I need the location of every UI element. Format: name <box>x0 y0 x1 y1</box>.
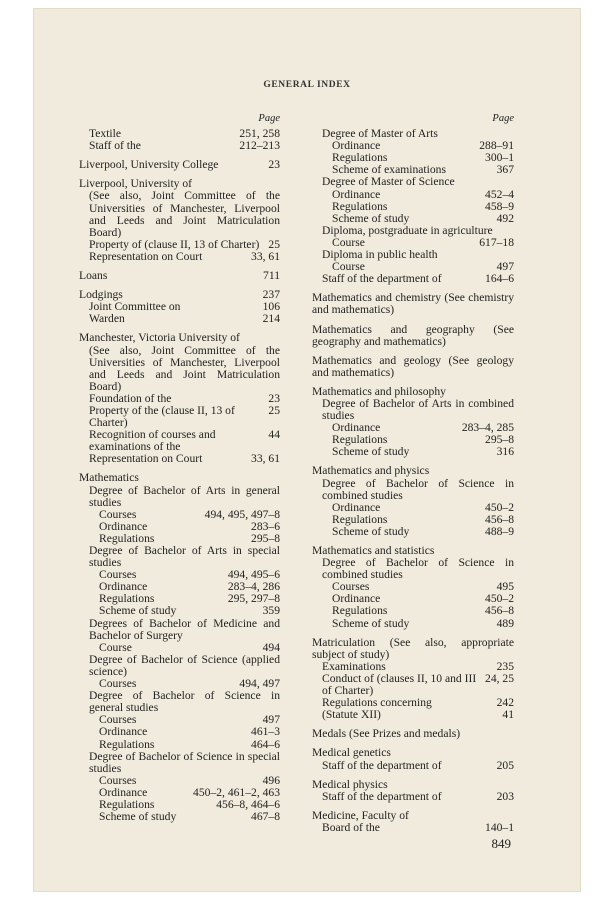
index-subheading: Degree of Master of Science <box>322 175 455 189</box>
index-entry: Ordinance 283–6 <box>99 519 280 533</box>
index-subheading: Degree of Bachelor of Arts in general studies <box>89 483 280 509</box>
index-entry: Courses 496 <box>99 773 280 787</box>
index-entry: Ordinance 283–4, 285 <box>332 421 514 435</box>
page-number: 849 <box>491 836 511 851</box>
index-column-left <box>79 113 280 823</box>
index-entry: Courses 497 <box>99 713 280 727</box>
index-entry: Regulations 300–1 <box>332 151 514 165</box>
index-entry: Regulations 456–8 <box>332 604 514 618</box>
index-entry: Scheme of examinations 367 <box>332 163 514 177</box>
index-entry: Examinations 235 <box>322 659 514 673</box>
index-entry: Liverpool, University College 23 <box>79 158 280 172</box>
index-entry: Courses 494, 495–6 <box>99 568 280 582</box>
index-entry: Courses 495 <box>332 580 514 594</box>
index-subheading: Degree of Bachelor of Science in combined studies <box>322 556 514 582</box>
index-subheading: Degree of Bachelor of Science in special studies <box>89 749 280 775</box>
index-entry: Staff of the department of 164–6 <box>322 272 514 286</box>
index-entry: Loans 711 <box>79 269 280 283</box>
index-entry: Liverpool, University of <box>79 177 193 191</box>
index-entry: Scheme of study 467–8 <box>99 810 280 824</box>
index-entry: Warden 214 <box>89 312 280 326</box>
index-entry: Textile 251, 258 <box>89 127 280 141</box>
index-entry: Mathematics and statistics <box>312 544 435 557</box>
index-entry: Mathematics and philosophy <box>312 384 446 398</box>
index-subheading: Degree of Bachelor of Arts in combined studies <box>322 396 514 423</box>
index-entry: Regulations 456–8, 464–6 <box>99 797 280 811</box>
page-column-label: Page <box>258 113 280 124</box>
index-entry: Joint Committee on 106 <box>89 300 280 314</box>
index-entry: Foundation of the 23 <box>89 391 280 405</box>
index-entry: Ordinance 450–2, 461–2, 463 <box>99 785 280 799</box>
index-entry: Mathematics and physics <box>312 464 430 478</box>
index-entry: Ordinance 288–91 <box>332 139 514 153</box>
index-entry: Property of (clause II, 13 of Charter) 25 <box>89 237 280 251</box>
index-entry: Ordinance 450–2 <box>332 500 514 514</box>
index-subheading: Degree of Master of Arts <box>322 127 438 141</box>
index-entry: Course 497 <box>332 260 514 274</box>
index-cross-reference: (See also, Joint Committee of the Universities of Manchester, Liverpool and Leeds and Joint Matriculation Board) <box>89 343 280 393</box>
index-entry: Regulations 456–8 <box>332 512 514 526</box>
index-entry: Property of the (clause II, 13 of Charter) 25 <box>89 403 280 430</box>
page-column-label: Page <box>492 113 514 124</box>
index-entry: Staff of the department of 203 <box>322 789 514 803</box>
index-entry: Scheme of study 492 <box>332 211 514 225</box>
index-column-right <box>312 113 514 834</box>
index-entry: Medical physics <box>312 777 388 791</box>
index-entry: Mathematics and geography (See geography and mathematics) <box>312 322 514 348</box>
index-subheading: Diploma, postgraduate in agriculture <box>322 223 493 237</box>
index-entry: (Statute XII) 41 <box>322 708 514 722</box>
index-entry: Regulations 295–8 <box>332 433 514 447</box>
index-subheading: Degrees of Bachelor of Medicine and Bachelor of Surgery <box>89 616 280 642</box>
index-entry: Manchester, Victoria University of <box>79 331 240 345</box>
index-entry: Medals (See Prizes and medals) <box>312 727 461 741</box>
index-entry: Regulations 458–9 <box>332 199 514 213</box>
index-entry: Recognition of courses and examinations of the 44 <box>89 428 280 454</box>
index-entry: Representation on Court 33, 61 <box>89 249 280 263</box>
index-entry: Courses 494, 495, 497–8 <box>99 507 280 521</box>
index-subheading: Diploma in public health <box>322 248 438 262</box>
index-entry: Ordinance 461–3 <box>99 725 280 739</box>
index-entry: Board of the 140–1 <box>322 820 514 834</box>
index-entry: Mathematics and chemistry (See chemistry and mathematics) <box>312 291 514 317</box>
index-entry: Courses 494, 497 <box>99 677 280 691</box>
index-entry: Representation on Court 33, 61 <box>89 452 280 466</box>
index-entry: Course 617–18 <box>332 235 514 249</box>
index-entry: Medicine, Faculty of <box>312 808 409 822</box>
index-subheading: Degree of Bachelor of Science in combined studies <box>322 476 514 502</box>
index-entry: Conduct of (clauses II, 10 and III of Charter) 24, 25 <box>322 671 514 698</box>
index-entry: Mathematics and geology (See geology and mathematics) <box>312 353 514 379</box>
index-entry: Regulations 295, 297–8 <box>99 592 280 606</box>
index-entry: Scheme of study 359 <box>99 604 280 618</box>
index-subheading: Degree of Bachelor of Science (applied science) <box>89 652 280 678</box>
index-entry: Ordinance 450–2 <box>332 592 514 606</box>
index-page <box>33 8 581 892</box>
index-entry: Staff of the 212–213 <box>89 139 280 153</box>
index-subheading: Degree of Bachelor of Science in general studies <box>89 689 280 715</box>
index-entry: Scheme of study 488–9 <box>332 524 514 538</box>
running-header: GENERAL INDEX <box>263 80 351 90</box>
index-entry: Regulations concerning 242 <box>322 696 514 710</box>
index-entry: Ordinance 283–4, 286 <box>99 580 280 594</box>
index-entry: Regulations 295–8 <box>99 531 280 545</box>
index-entry: Medical genetics <box>312 746 391 760</box>
index-entry: Lodgings 237 <box>79 288 280 302</box>
index-entry: Scheme of study 489 <box>332 616 514 630</box>
index-entry: Course 494 <box>99 640 280 654</box>
index-entry: Scheme of study 316 <box>332 445 514 459</box>
index-entry: Matriculation (See also, appropriate subject of study) <box>312 635 514 661</box>
index-subheading: Degree of Bachelor of Arts in special studies <box>89 544 280 570</box>
index-cross-reference: (See also, Joint Committee of the Universities of Manchester, Liverpool and Leeds and Joint Matriculation Board) <box>89 189 280 239</box>
index-entry: Mathematics <box>79 471 139 485</box>
index-entry: Staff of the department of 205 <box>322 758 514 772</box>
index-entry: Regulations 464–6 <box>99 737 280 751</box>
index-entry: Ordinance 452–4 <box>332 187 514 201</box>
